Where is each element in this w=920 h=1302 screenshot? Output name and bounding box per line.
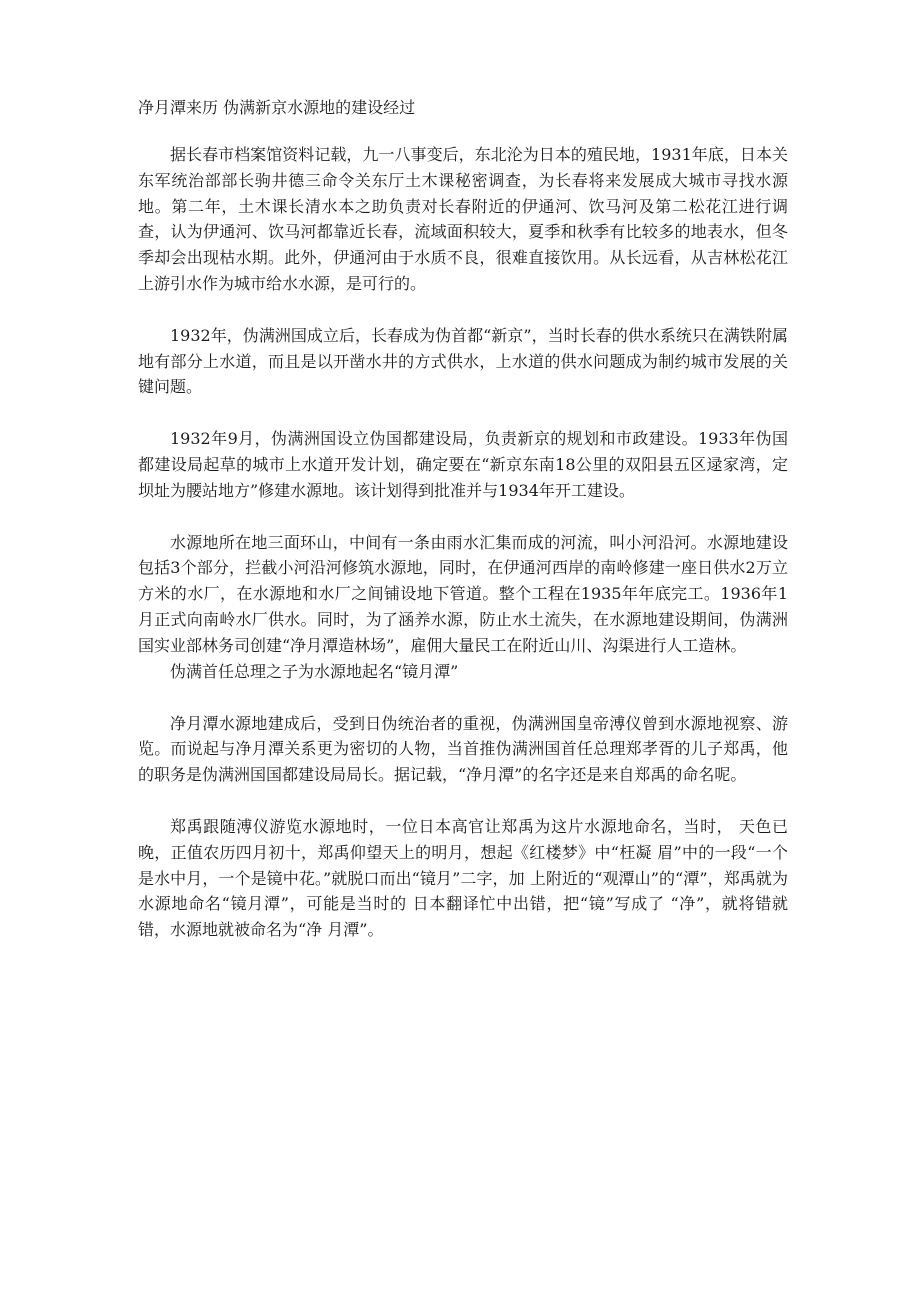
paragraph: 据长春市档案馆资料记载，九一八事变后，东北沦为日本的殖民地，1931年底，日本关东军统治部部长驹井德三命令关东厅土木课秘密调查，为长春将来发展成大城市寻找水源地。第二年，土木课长清水本之助负责对长春附近的伊通河、饮马河及第二松花江进行调查，认为伊通河、饮马河都靠近长春，流域面积较大，夏季和秋季有比较多的地表水，但冬季却会出现枯水期。此外，伊通河由于水质不良，很难直接饮用。从长远看，从吉林松花江上游引水作为城市给水水源，是可行的。 [138,145,788,293]
paragraph: 水源地所在地三面环山，中间有一条由雨水汇集而成的河流，叫小河沿河。水源地建设包括3个部分，拦截小河沿河修筑水源地，同时，在伊通河西岸的南岭修建一座日供水2万立方米的水厂，在水源地和水厂之间铺设地下管道。整个工程在1935年年底完工。1936年1月正式向南岭水厂供水。同时，为了涵养水源，防止水土流失，在水源地建设期间，伪满洲国实业部林务司创建“净月潭造林场”，雇佣大量民工在附近山川、沟渠进行人工造林。 [138,532,788,655]
section-subheading: 伪满首任总理之子为水源地起名“镜月潭” [170,661,459,681]
paragraph: 郑禹跟随溥仪游览水源地时，一位日本高官让郑禹为这片水源地命名，当时， 天色已晚，正值农历四月初十，郑禹仰望天上的明月，想起《红楼梦》中“枉凝 眉”中的一段“一个是水中月，一个是镜中花。”就脱口而出“镜月”二字，加 上附近的“观潭山”的“潭”，郑禹就为水源地命名“镜月潭”，可能是当时的 日本翻译忙中出错，把“镜”写成了 “净”，就将错就错，水源地就被命名为“净 月潭”。 [138,816,788,940]
paragraph: 净月潭水源地建成后，受到日伪统治者的重视，伪满洲国皇帝溥仪曾到水源地视察、游览。而说起与净月潭关系更为密切的人物，当首推伪满洲国首任总理郑孝胥的儿子郑禹，他的职务是伪满洲国国都建设局局长。据记载，“净月潭”的名字还是来自郑禹的命名呢。 [138,713,788,785]
document-page [138,95,788,943]
paragraph: 1932年9月，伪满洲国设立伪国都建设局，负责新京的规划和市政建设。1933年伪国都建设局起草的城市上水道开发计划，确定要在“新京东南18公里的双阳县五区逯家湾，定坝址为腰站地方”修建水源地。该计划得到批准并与1934年开工建设。 [138,429,788,500]
document-title: 净月潭来历 伪满新京水源地的建设经过 [138,98,416,117]
paragraph: 1932年，伪满洲国成立后，长春成为伪首都“新京”，当时长春的供水系统只在满铁附属地有部分上水道，而且是以开凿水井的方式供水，上水道的供水问题成为制约城市发展的关键问题。 [138,325,788,397]
